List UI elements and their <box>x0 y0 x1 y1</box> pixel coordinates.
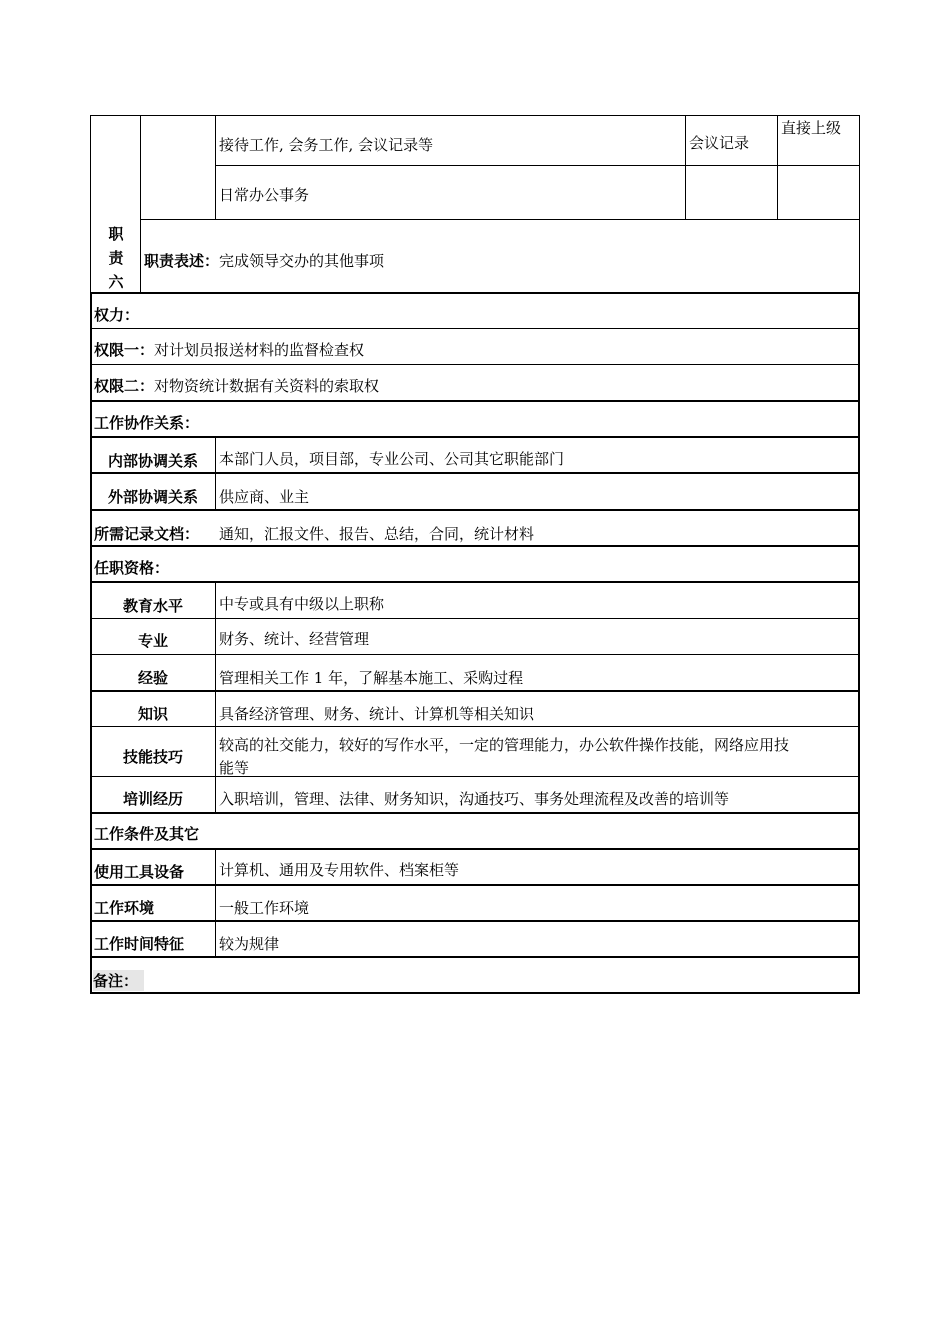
conditions-label: 工作环境 <box>94 899 155 917</box>
cooperation-text: 本部门人员，项目部，专业公司、公司其它职能部门 <box>219 450 565 468</box>
row-divider <box>90 920 860 922</box>
qualification-text: 入职培训，管理、法律、财务知识，沟通技巧、事务处理流程及改善的培训等 <box>219 790 730 808</box>
authority-item-label: 权限二： <box>94 377 155 395</box>
cooperation-label: 外部协调关系 <box>107 488 198 506</box>
duty-six-description <box>144 250 384 271</box>
authority-item-label: 权限一： <box>94 341 155 359</box>
section-divider <box>90 848 860 850</box>
col-divider <box>215 849 216 957</box>
col-divider <box>215 437 216 511</box>
conditions-text: 较为规律 <box>219 935 280 953</box>
task-text: 日常办公事务 <box>219 186 310 204</box>
cooperation-label: 内部协调关系 <box>107 452 198 470</box>
report-to-text: 直接上级 <box>781 119 842 137</box>
authority-item-text: 对计划员报送材料的监督检查权 <box>154 341 365 359</box>
records-row <box>94 523 199 544</box>
duty-six-label <box>94 222 138 294</box>
row-divider <box>90 726 860 727</box>
cooperation-heading: 工作协作关系： <box>94 414 200 432</box>
col-divider <box>685 115 686 220</box>
conditions-text: 计算机、通用及专用软件、档案柜等 <box>219 861 460 879</box>
qualification-label: 知识 <box>137 705 168 723</box>
qualification-label: 技能技巧 <box>122 748 183 766</box>
row-divider <box>215 165 860 166</box>
section-divider <box>90 509 860 511</box>
qualification-label: 专业 <box>137 632 168 650</box>
qualification-text: 具备经济管理、财务、统计、计算机等相关知识 <box>219 705 535 723</box>
row-divider <box>90 472 860 474</box>
row-divider <box>90 618 860 619</box>
row-divider <box>90 884 860 886</box>
qualification-heading: 任职资格： <box>94 559 170 577</box>
qualification-text: 中专或具有中级以上职称 <box>219 595 385 613</box>
qualification-text: 财务、统计、经营管理 <box>219 630 370 648</box>
qualification-label: 教育水平 <box>122 597 183 615</box>
row-divider <box>90 654 860 655</box>
conditions-label: 使用工具设备 <box>94 863 185 881</box>
duty-desc-text: 完成领导交办的其他事项 <box>219 252 385 270</box>
section-divider <box>90 545 860 547</box>
authority-item <box>94 375 379 396</box>
qualification-text: 管理相关工作 1 年，了解基本施工、采购过程 <box>219 669 524 687</box>
duty-desc-label: 职责表述： <box>144 252 220 270</box>
authority-item <box>94 339 364 360</box>
duty-six-char: 职 <box>108 225 124 243</box>
conditions-heading: 工作条件及其它 <box>94 825 200 843</box>
section-divider <box>90 581 860 583</box>
task-text: 接待工作, 会务工作, 会议记录等 <box>219 136 434 154</box>
section-divider <box>90 812 860 814</box>
record-text: 会议记录 <box>689 134 750 152</box>
section-divider <box>90 436 860 438</box>
row-divider <box>90 690 860 692</box>
records-text: 通知，汇报文件、报告、总结，合同，统计材料 <box>219 525 535 543</box>
col-divider <box>777 115 778 220</box>
records-label: 所需记录文档： <box>94 525 200 543</box>
conditions-text: 一般工作环境 <box>219 899 310 917</box>
section-divider <box>90 400 860 402</box>
qualification-label: 经验 <box>137 669 168 687</box>
remarks-label: 备注： <box>93 970 144 991</box>
duty-six-char: 责 <box>108 249 124 267</box>
qualification-label: 培训经历 <box>122 790 183 808</box>
authority-heading: 权力： <box>94 306 140 324</box>
row-divider <box>90 776 860 777</box>
row-divider <box>90 328 860 329</box>
qualification-text: 较高的社交能力，较好的写作水平，一定的管理能力，办公软件操作技能，网络应用技 <box>219 736 790 754</box>
col-divider <box>215 115 216 220</box>
authority-item-text: 对物资统计数据有关资料的索取权 <box>154 377 380 395</box>
qualification-text: 能等 <box>219 759 250 777</box>
top-section <box>90 115 860 220</box>
section-divider <box>90 956 860 958</box>
conditions-label: 工作时间特征 <box>94 935 185 953</box>
row-divider <box>90 364 860 365</box>
col-divider <box>215 582 216 813</box>
cooperation-text: 供应商、业主 <box>219 488 310 506</box>
duty-six-char: 六 <box>108 273 124 291</box>
